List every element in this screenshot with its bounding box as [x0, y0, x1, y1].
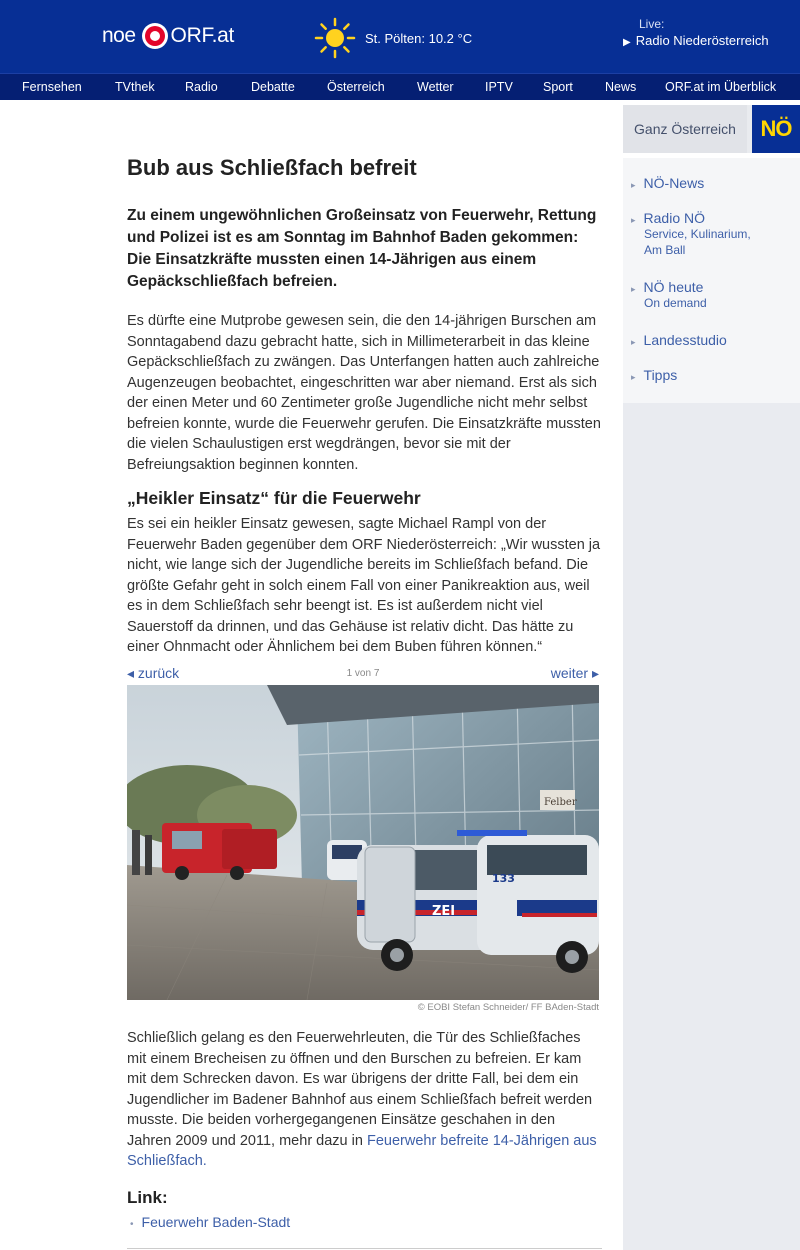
noe-badge[interactable] [752, 105, 800, 153]
live-label: Live: [639, 17, 665, 31]
related-article-link[interactable]: Feuerwehr befreite 14-Jährigen aus Schließfach. [127, 1132, 597, 1169]
police-car-number: 133 [492, 872, 515, 885]
shop-sign: Felber [544, 797, 577, 808]
sidebar-item-sub: Service, Kulinarium, [644, 227, 751, 241]
live-radio[interactable] [623, 17, 769, 48]
nav-item-tvthek[interactable]: TVthek [115, 80, 155, 94]
nav-item-iptv[interactable]: IPTV [485, 80, 513, 94]
police-car-text: ZEI [432, 904, 456, 919]
nav-item-radio[interactable]: Radio [185, 80, 218, 94]
orf-logo[interactable] [102, 20, 234, 52]
gallery-counter: 1 von 7 [346, 668, 380, 679]
article-paragraph-3 [127, 1028, 602, 1172]
header-bar [0, 0, 800, 73]
bullet-icon: ▸ [631, 215, 636, 225]
sidebar-item-landesstudio[interactable] [631, 332, 727, 348]
bullet-icon: ▸ [631, 372, 636, 382]
sidebar-item-label: NÖ-News [643, 175, 705, 191]
nav-item-sport[interactable]: Sport [543, 80, 573, 94]
weather-readout[interactable]: St. Pölten: 10.2 °C [365, 31, 473, 46]
gallery-photo[interactable] [127, 685, 599, 1000]
sun-icon [313, 16, 357, 60]
article-paragraph-2: Es sei ein heikler Einsatz gewesen, sagte Michael Rampl von der Feuerwehr Baden gegenüber dem ORF Niederösterreich: „Wir wussten ja nicht, wie lange sich der Jugendliche bereits im Schließfach befand. Die größte Gefahr geht in solch einem Fall von einer Panikreaktion aus, weil es in dem Schließfach sehr beengt ist. Es ist außerdem nicht viel Sauerstoff da drinnen, und das Gehäuse ist relativ dicht. Das hätte zu einer Ohnmacht oder Ähnlichem bei dem Buben führen können.“ [127, 516, 601, 655]
ganz-oesterreich-button[interactable]: Ganz Österreich [623, 105, 747, 153]
feuerwehr-link[interactable]: Feuerwehr Baden-Stadt [141, 1214, 291, 1230]
nav-item-orf-overview[interactable]: ORF.at im Überblick [665, 80, 777, 94]
gallery-next-button[interactable]: weiter ▸ [550, 665, 599, 681]
sidebar-item-sub: On demand [644, 296, 707, 310]
sidebar-item-radio-noe[interactable] [631, 210, 751, 258]
gallery-nav [127, 665, 599, 683]
nav-item-debatte[interactable]: Debatte [251, 80, 295, 94]
nav-item-wetter[interactable]: Wetter [417, 80, 454, 94]
region-switch [623, 105, 800, 153]
noe-badge-label: NÖ [760, 116, 792, 141]
play-icon: ▶ [623, 37, 631, 48]
logo-region: noe [102, 24, 136, 47]
external-link-item[interactable] [130, 1214, 290, 1230]
article-lead: Zu einem ungewöhnlichen Großeinsatz von Feuerwehr, Rettung und Polizei ist es am Sonntag im Bahnhof Baden gekommen: Die Einsatzkräfte mussten einen 14-Jährigen aus einem Gepäckschließfach befreien. [127, 207, 597, 290]
live-station[interactable] [623, 33, 769, 48]
bullet-icon: ▸ [631, 337, 636, 347]
sidebar-item-label: Radio NÖ [643, 210, 705, 226]
article-title: Bub aus Schließfach befreit [127, 155, 417, 180]
orf-eye-icon [142, 23, 168, 49]
article-paragraph-1: Es dürfte eine Mutprobe gewesen sein, die den 14-jährigen Burschen am Sonntagabend dazu gebracht hatte, sich in Millimeterarbeit in das kleine Gepäckschließfach zu zwängen. Das Unterfangen hatten auch zahlreiche Augenzeugen beobachtet, eingeschritten war aber niemand. Erst als sich der einen Meter und 60 Zentimeter große Jugendliche nicht mehr selbst befreien konnte, wurde die Feuerwehr gerufen. Die Einsatzkräfte mussten die vielen Schaulustigen erst wegdrängen, bevor sie mit der Befreiungsaktion beginnen konnten. [127, 313, 601, 473]
nav-item-news[interactable]: News [605, 80, 637, 94]
live-station-label: Radio Niederösterreich [635, 33, 769, 48]
bullet-icon: • [130, 1219, 134, 1230]
sidebar-item-tipps[interactable] [631, 367, 677, 383]
article-subheading: „Heikler Einsatz“ für die Feuerwehr [127, 488, 421, 508]
nav-item-oesterreich[interactable]: Österreich [327, 80, 385, 94]
links-heading: Link: [127, 1188, 168, 1207]
main-nav [0, 73, 800, 100]
sidebar-background [623, 403, 800, 1250]
nav-item-fernsehen[interactable]: Fernsehen [22, 80, 82, 94]
sidebar-item-label: NÖ heute [643, 279, 704, 295]
sidebar-item-label: Landesstudio [643, 332, 727, 348]
sidebar-item-sub: Am Ball [644, 243, 686, 257]
sidebar-menu [623, 158, 800, 403]
gallery-prev-button[interactable]: ◂ zurück [127, 665, 180, 681]
sidebar-item-label: Tipps [643, 367, 678, 383]
divider [127, 1248, 602, 1249]
bullet-icon: ▸ [631, 180, 636, 190]
bullet-icon: ▸ [631, 284, 636, 294]
sidebar-item-noe-heute[interactable] [631, 279, 707, 311]
photo-credit: © EOBI Stefan Schneider/ FF BAden-Stadt [417, 1002, 599, 1013]
logo-brand: ORF.at [170, 24, 235, 47]
sidebar-item-noe-news[interactable] [631, 175, 704, 191]
paragraph-3-text: Schließlich gelang es den Feuerwehrleuten, die Tür des Schließfaches mit einem Brecheisen zu öffnen und den Burschen zu befreien. Er kam mit dem Schrecken davon. Es war übrigens der dritte Fall, bei dem ein Jugendlicher im Badener Bahnhof aus einem Schließfach befreit werden musste. Die beiden vorhergegangenen Einsätze geschahen in den Jahren 2009 und 2011, mehr dazu in [127, 1030, 593, 1149]
